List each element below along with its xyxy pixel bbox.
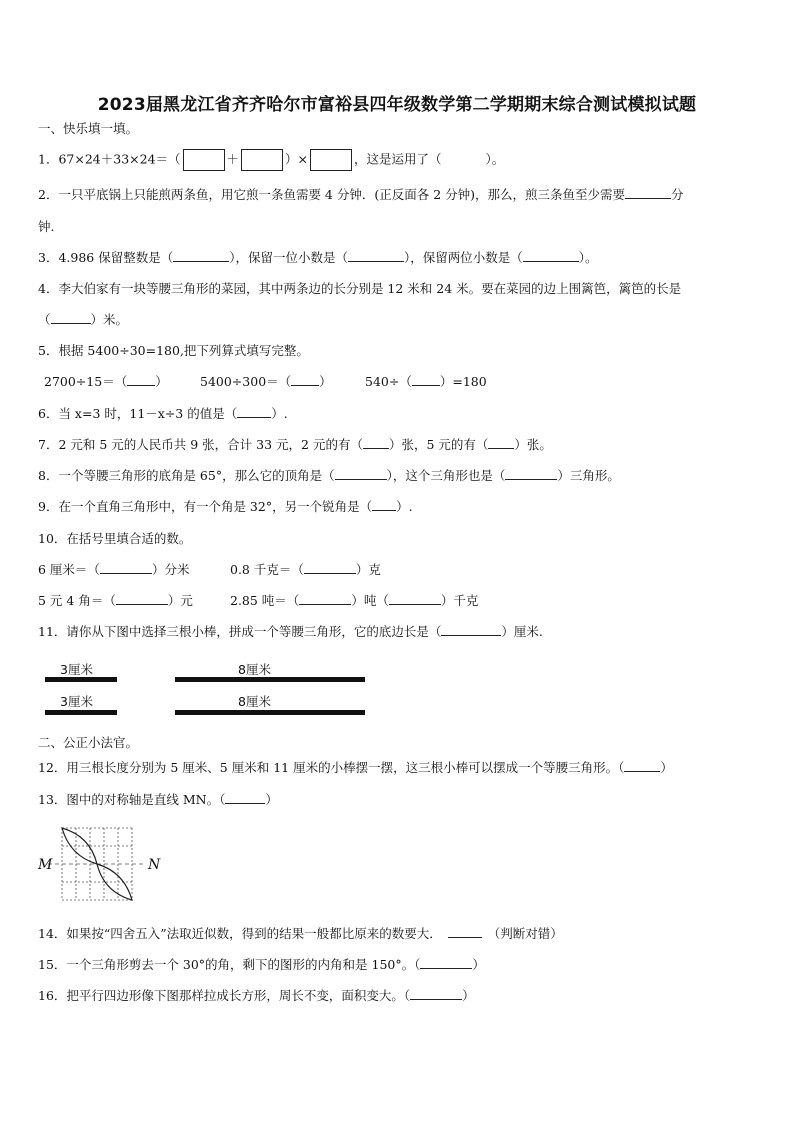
q7-blank-1[interactable]: [363, 438, 389, 449]
rod-label-4: 8厘米: [238, 694, 271, 709]
rod-8cm-bottom: [175, 710, 365, 715]
q10-r2-b: ）元: [167, 593, 193, 608]
question-8: [38, 468, 620, 484]
q5-equation-1: [44, 374, 168, 390]
q9-blank[interactable]: [372, 500, 396, 511]
question-16: [38, 988, 475, 1004]
question-6: [38, 406, 288, 422]
q15-text-b: ）: [472, 957, 485, 972]
q16-text-a: 16．把平行四边形像下图那样拉成长方形，周长不变，面积变大。（: [38, 988, 411, 1003]
q1-text-d: ，这是运用了（: [354, 151, 442, 167]
question-2-cont: 钟.: [38, 219, 55, 234]
q10-r2-d: ）吨（: [351, 593, 389, 608]
section-2-heading: 二、公正小法官。: [38, 735, 139, 750]
q10-r1-blank-1[interactable]: [100, 563, 152, 574]
question-3: [38, 250, 598, 266]
q8-blank-1[interactable]: [335, 469, 387, 480]
q5-eq3-blank[interactable]: [412, 375, 440, 386]
q4-text-b: （: [38, 312, 51, 327]
question-1: [38, 149, 504, 171]
q10-row-2-right: [230, 593, 478, 609]
question-14: [38, 926, 563, 942]
q9-text-a: 9．在一个直角三角形中，有一个角是 32°，另一个锐角是（: [38, 499, 373, 514]
q10-row-1-right: [230, 562, 381, 578]
question-12: [38, 760, 673, 776]
q3-blank-1[interactable]: [173, 251, 229, 262]
label-n: N: [148, 857, 161, 873]
q1-answer-box-3[interactable]: [310, 149, 352, 171]
q5-eq3-b: ）=180: [439, 374, 487, 389]
q10-r2-blank-3[interactable]: [389, 594, 441, 605]
q10-row-1-left: [38, 562, 189, 578]
q5-eq1-blank[interactable]: [127, 375, 155, 386]
q4-text-c: ）米。: [90, 312, 129, 327]
q1-text-c: ）×: [285, 151, 309, 167]
question-7: [38, 437, 552, 453]
q14-text-a: 14．如果按“四舍五入”法取近似数，得到的结果一般都比原来的数要大．: [38, 926, 442, 941]
q12-text-b: ）: [660, 760, 673, 775]
question-4-cont: [38, 312, 128, 328]
q10-r1-d: ）克: [355, 562, 381, 577]
q11-blank[interactable]: [441, 625, 501, 636]
label-m: M: [38, 857, 53, 873]
q7-text-a: 7．2 元和 5 元的人民币共 9 张，合计 33 元，2 元的有（: [38, 437, 363, 452]
q11-text-b: ）厘米.: [501, 624, 543, 639]
q8-blank-2[interactable]: [505, 469, 557, 480]
question-11: [38, 624, 543, 640]
q10-r2-e: ）千克: [440, 593, 479, 608]
rod-label-1: 3厘米: [60, 662, 93, 677]
rod-3cm-top: [45, 677, 117, 682]
q3-blank-2[interactable]: [348, 251, 404, 262]
question-4: 4．李大伯家有一块等腰三角形的菜园，其中两条边的长分别是 12 米和 24 米。要在菜园的边上围篱笆，篱笆的长是: [38, 281, 682, 296]
q3-text-b: ），保留一位小数是（: [229, 250, 348, 265]
q16-blank[interactable]: [410, 989, 462, 1000]
q4-blank[interactable]: [51, 313, 91, 324]
q1-text-e: ）。: [485, 151, 505, 167]
q5-eq2-a: 5400÷300＝（: [200, 374, 292, 389]
q5-eq3-a: 540÷（: [365, 374, 412, 389]
q8-text-b: ），这个三角形也是（: [386, 468, 506, 483]
q7-blank-2[interactable]: [488, 438, 514, 449]
q3-text-c: ），保留两位小数是（: [403, 250, 523, 265]
q10-r2-c: 2.85 吨＝（: [230, 593, 300, 608]
symmetry-figure: [36, 822, 166, 912]
q2-answer-blank[interactable]: [625, 188, 671, 199]
q1-text-b: ＋: [226, 151, 240, 167]
question-5: 5．根据 5400÷30=180,把下列算式填写完整。: [38, 343, 309, 358]
q15-text-a: 15．一个三角形剪去一个 30°的角，剩下的图形的内角和是 150°。（: [38, 957, 421, 972]
q11-text-a: 11．请你从下图中选择三根小棒，拼成一个等腰三角形，它的底边长是（: [38, 624, 442, 639]
q5-eq1-a: 2700÷15＝（: [44, 374, 128, 389]
q10-r1-blank-2[interactable]: [304, 563, 356, 574]
q13-text-b: ）: [265, 792, 278, 807]
q2-text-a: 2．一只平底锅上只能煎两条鱼，用它煎一条鱼需要 4 分钟．(正反面各 2 分钟)，那么，煎三条鱼至少需要: [38, 187, 626, 202]
q13-text-a: 13．图中的对称轴是直线 MN。（: [38, 792, 226, 807]
q15-blank[interactable]: [420, 958, 472, 969]
rod-8cm-top: [175, 677, 365, 682]
q8-text-c: ）三角形。: [557, 468, 620, 483]
q1-answer-box-1[interactable]: [183, 149, 225, 171]
q6-text-a: 6．当 x=3 时，11－x÷3 的值是（: [38, 406, 238, 421]
q6-text-b: ）.: [271, 406, 288, 421]
section-1-heading: 一、快乐填一填。: [38, 121, 139, 136]
q1-answer-box-2[interactable]: [241, 149, 283, 171]
q6-blank[interactable]: [237, 407, 271, 418]
q12-text-a: 12．用三根长度分别为 5 厘米、5 厘米和 11 厘米的小棒摆一摆，这三根小棒可以摆成一个等腰三角形。（: [38, 760, 625, 775]
q5-eq2-b: ）: [319, 374, 332, 389]
q2-text-b: 分: [671, 187, 684, 202]
q5-eq1-b: ）: [155, 374, 168, 389]
q8-text-a: 8．一个等腰三角形的底角是 65°，那么它的顶角是（: [38, 468, 335, 483]
q3-blank-3[interactable]: [523, 251, 579, 262]
q5-equation-3: [365, 374, 487, 390]
q3-text-a: 3．4.986 保留整数是（: [38, 250, 174, 265]
q1-text-a: 1．67×24＋33×24＝（: [38, 151, 181, 167]
rod-label-3: 3厘米: [60, 694, 93, 709]
q9-text-b: ）.: [396, 499, 413, 514]
q10-r2-a: 5 元 4 角＝（: [38, 593, 116, 608]
q10-r2-blank-1[interactable]: [116, 594, 168, 605]
question-9: [38, 499, 413, 515]
rod-label-2: 8厘米: [238, 662, 271, 677]
q3-text-d: ）。: [578, 250, 598, 265]
q7-text-c: ）张。: [514, 437, 552, 452]
q14-blank[interactable]: [448, 927, 482, 938]
rod-3cm-bottom: [45, 710, 117, 715]
q7-text-b: ）张，5 元的有（: [388, 437, 489, 452]
question-10: 10．在括号里填合适的数。: [38, 531, 192, 546]
q5-equation-2: [200, 374, 332, 390]
q14-text-b: （判断对错）: [487, 926, 563, 941]
q13-blank[interactable]: [225, 793, 265, 804]
q10-r2-blank-2[interactable]: [299, 594, 351, 605]
q16-text-b: ）: [462, 988, 475, 1003]
question-15: [38, 957, 485, 973]
q5-eq2-blank[interactable]: [291, 375, 319, 386]
q10-r1-c: 0.8 千克＝（: [230, 562, 304, 577]
q12-blank[interactable]: [624, 761, 660, 772]
question-2: [38, 187, 684, 203]
q10-row-2-left: [38, 593, 193, 609]
question-13: [38, 792, 278, 808]
q10-r1-b: ）分米: [151, 562, 190, 577]
q10-r1-a: 6 厘米＝（: [38, 562, 100, 577]
page-title: 2023届黑龙江省齐齐哈尔市富裕县四年级数学第二学期期末综合测试模拟试题: [97, 95, 697, 115]
